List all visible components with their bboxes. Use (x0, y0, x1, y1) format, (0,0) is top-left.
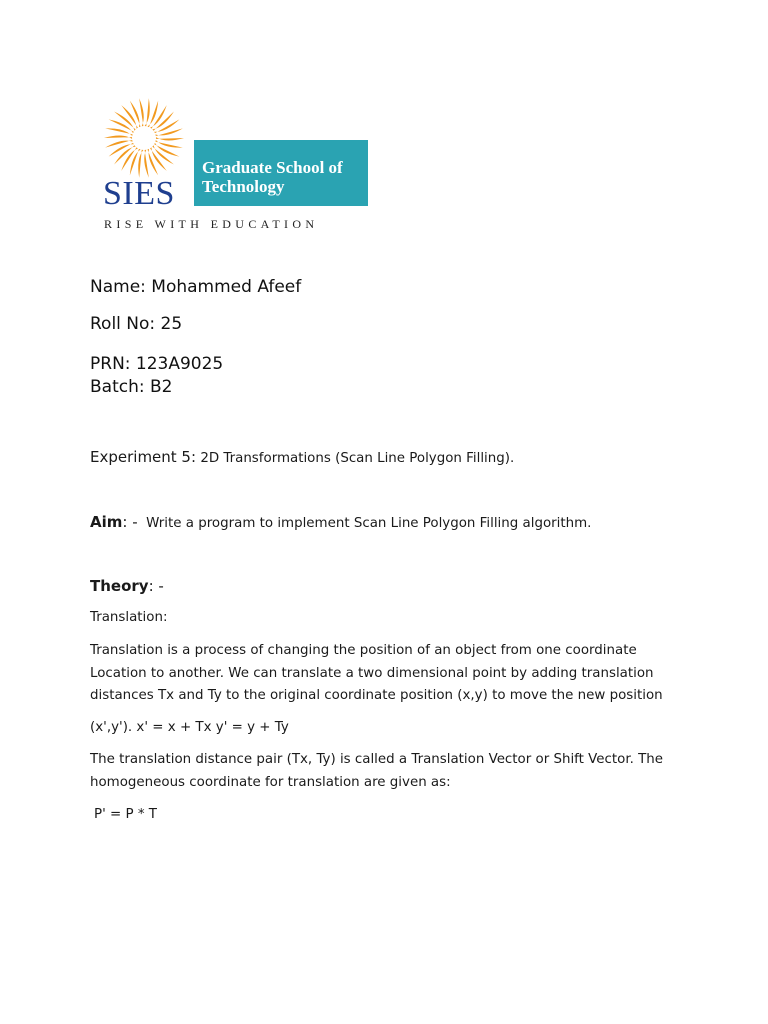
student-name: Name: Mohammed Afeef (90, 277, 302, 297)
logo-tagline: RISE WITH EDUCATION (104, 217, 319, 231)
paragraph-line: distances Tx and Ty to the original coordinate position (x,y) to move the new position (90, 688, 663, 703)
experiment-title: 2D Transformations (Scan Line Polygon Filling). (200, 451, 515, 466)
theory-heading (90, 575, 164, 600)
sun-core (134, 128, 154, 148)
aim-separator: : - (122, 513, 138, 531)
paragraph-line: homogeneous coordinate for translation are given as: (90, 774, 451, 790)
paragraph-line: The translation distance pair (Tx, Ty) is called a Translation Vector or Shift Vector. The (90, 752, 664, 767)
sun-ray (145, 98, 150, 126)
paragraph-line: Translation is a process of changing the position of an object from one coordinate (90, 643, 637, 658)
sun-ray (156, 137, 184, 140)
sun-ray (155, 140, 182, 148)
sies-logo (90, 92, 372, 238)
aim-text: Write a program to implement Scan Line Polygon Filling algorithm. (146, 516, 592, 531)
sun-ray (144, 150, 149, 178)
translation-subheading: Translation: (90, 610, 168, 625)
student-batch: Batch: B2 (90, 377, 173, 397)
sun-ray (155, 128, 182, 136)
experiment-line (90, 446, 514, 471)
translation-paragraph-2 (90, 749, 690, 794)
sun-ray (152, 145, 174, 164)
sun-ray (139, 98, 144, 126)
sun-ray (114, 111, 136, 130)
sun-ray (105, 140, 132, 148)
paragraph-line: Location to another. We can translate a two dimensional point by adding translation (90, 665, 654, 681)
logo-school-name: Graduate School of Technology (202, 158, 343, 196)
student-roll-no: Roll No: 25 (90, 314, 183, 334)
student-prn: PRN: 123A9025 (90, 354, 224, 374)
logo-brand: SIES (103, 175, 175, 212)
theory-separator: : - (148, 577, 164, 595)
aim-line (90, 511, 591, 536)
aim-label: Aim (90, 513, 123, 531)
sun-ray (105, 128, 132, 136)
sun-ray (104, 135, 132, 138)
homogeneous-formula: P' = P * T (94, 807, 157, 822)
sun-ray (138, 150, 143, 178)
theory-label: Theory (90, 577, 149, 595)
translation-equation: (x',y'). x' = x + Tx y' = y + Ty (90, 720, 289, 735)
experiment-label: Experiment 5: (90, 448, 197, 466)
translation-paragraph-1 (90, 640, 690, 708)
